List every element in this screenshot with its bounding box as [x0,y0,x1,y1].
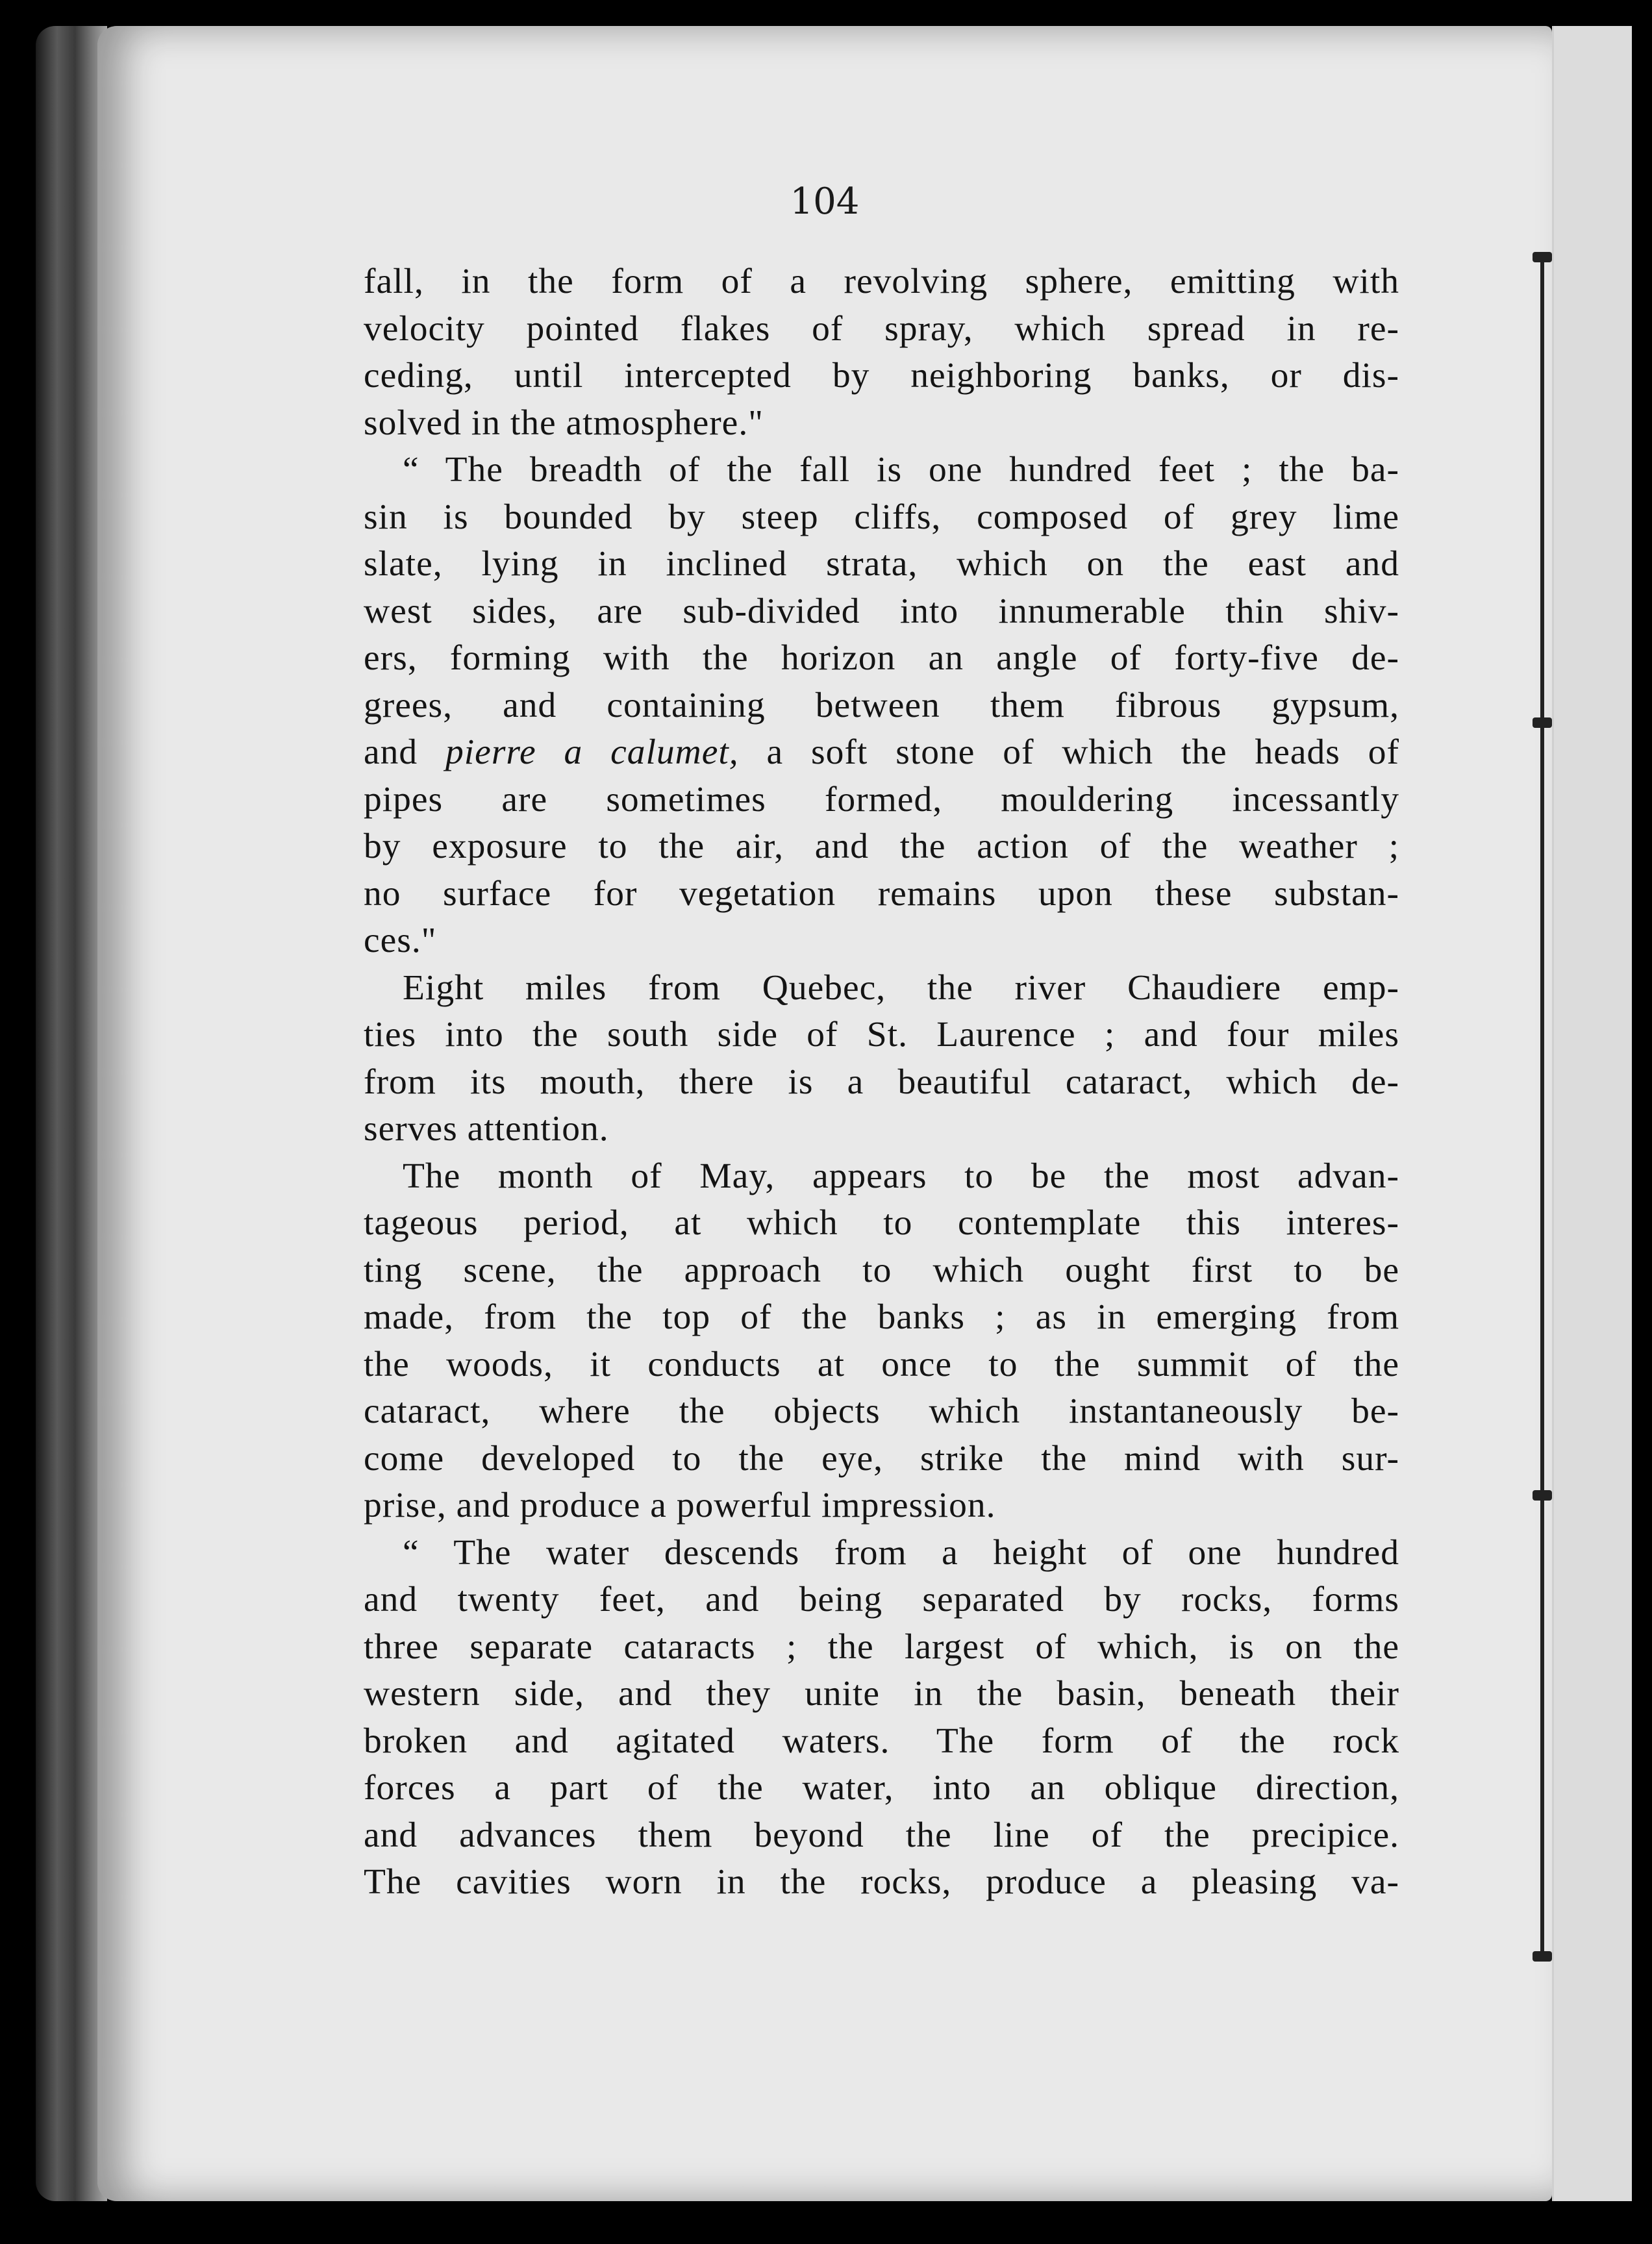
text-line: ceding, until intercepted by neighboring banks, or dis- [364,356,1399,395]
text-line: cataract, where the objects which instantaneously be- [364,1391,1399,1431]
text-line: broken and agitated waters. The form of the rock [364,1721,1399,1761]
binding-knot [1533,252,1552,262]
text-line: ers, forming with the horizon an angle of forty-five de- [364,638,1399,678]
text-line: ties into the south side of St. Laurence ; and four miles [364,1015,1399,1054]
book-page-edge [36,26,107,2201]
text-line: grees, and containing between them fibrous gypsum, [364,685,1399,725]
text-line: The month of May, appears to be the most advan- [403,1156,1399,1196]
binding-knot [1533,717,1552,728]
text-line: ces." [364,921,437,960]
page-number: 104 [790,181,860,223]
binding-knot [1533,1951,1552,1962]
text-line: come developed to the eye, strike the mind with sur- [364,1438,1399,1478]
text-segment: and [364,732,446,772]
text-segment: a soft stone of which the heads of [738,732,1399,772]
text-line: western side, and they unite in the basin, beneath their [364,1674,1399,1714]
text-line: by exposure to the air, and the action of the weather ; [364,827,1399,866]
text-line: sin is bounded by steep cliffs, composed of grey lime [364,497,1399,537]
text-line: no surface for vegetation remains upon these substan- [364,873,1399,914]
text-line: and advances them beyond the line of the precipice. [364,1815,1399,1855]
text-line: solved in the atmosphere." [364,403,764,443]
text-line: tageous period, at which to contemplate this interes- [364,1203,1399,1243]
body-text [364,258,1399,1906]
text-line: from its mouth, there is a beautiful cataract, which de- [364,1062,1399,1102]
text-line: west sides, are sub-divided into innumerable thin shiv- [364,591,1399,631]
text-line: serves attention. [364,1109,609,1149]
text-line: The cavities worn in the rocks, produce a pleasing va- [364,1862,1399,1902]
facing-page-edge [1552,26,1632,2201]
text-line: “ The water descends from a height of one hundred [403,1532,1399,1573]
text-line: made, from the top of the banks ; as in emerging from [364,1297,1399,1337]
binding-thread [1540,256,1544,1958]
text-line: fall, in the form of a revolving sphere, emitting with [364,262,1399,301]
text-line: forces a part of the water, into an oblique direction, [364,1768,1399,1808]
italic-term: pierre a calumet, [445,732,739,772]
text-line: prise, and produce a powerful impression. [364,1486,996,1525]
text-line: ting scene, the approach to which ought first to be [364,1250,1399,1290]
binding-knot [1533,1490,1552,1501]
text-line: the woods, it conducts at once to the summit of the [364,1344,1399,1384]
text-line: velocity pointed flakes of spray, which spread in re- [364,308,1399,349]
text-line: three separate cataracts ; the largest of which, is on the [364,1627,1399,1667]
text-line: and twenty feet, and being separated by rocks, forms [364,1580,1399,1619]
text-line: Eight miles from Quebec, the river Chaudiere emp- [403,967,1399,1008]
text-line: slate, lying in inclined strata, which on the east and [364,544,1399,584]
text-line-italic-phrase [364,729,1399,777]
text-line: “ The breadth of the fall is one hundred feet ; the ba- [403,450,1399,490]
text-line: pipes are sometimes formed, mouldering incessantly [364,779,1399,819]
